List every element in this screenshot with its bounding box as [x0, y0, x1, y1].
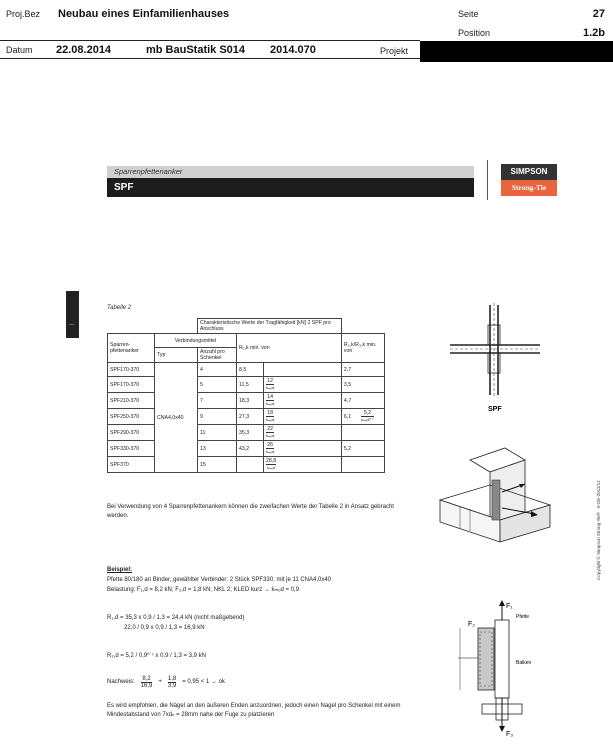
proof-d1: 16,9: [140, 682, 153, 689]
proof-label: Nachweis:: [107, 678, 135, 685]
cell-r1-b: [264, 457, 342, 473]
cell-anzahl: 11: [198, 425, 237, 441]
cell-anzahl: 13: [198, 441, 237, 457]
cell-r23: [341, 377, 384, 393]
banner-separator: [487, 160, 488, 200]
cell-r23-num: 5,2: [361, 410, 374, 417]
example-line-3a: R₁,d = 35,3 x 0,9 / 1,3 = 24,4 kN (nicht maßgebend): [107, 615, 245, 621]
datum-label: Datum: [6, 45, 33, 55]
cell-r1-a: 11,5: [237, 377, 264, 393]
cell-r1-a: [237, 457, 264, 473]
table-corner: [108, 319, 198, 334]
cell-r23: [341, 457, 384, 473]
cell-r1-b: [264, 441, 342, 457]
table-row: [108, 377, 385, 393]
cell-r1-frac: [266, 378, 274, 391]
banner-subtitle: Sparrenpfettenanker: [114, 167, 183, 176]
cell-r1-num: 14: [267, 394, 273, 400]
cell-name: SPF210-370: [108, 393, 155, 409]
spf-label: SPF: [488, 406, 502, 413]
table-row: [108, 409, 385, 425]
cell-name: SPF170-370: [108, 377, 155, 393]
side-tab-mark: —: [69, 322, 74, 328]
cell-r23: [341, 409, 384, 425]
cell-name: SPF170-370: [108, 363, 155, 377]
cell-r1-a: 18,3: [237, 393, 264, 409]
cell-r23-value: 6,1: [343, 413, 352, 420]
spf-cross-figure: [440, 295, 550, 415]
header-divider: [0, 40, 420, 41]
proof-frac-1: [141, 676, 153, 689]
cell-r23: [341, 393, 384, 409]
cell-r23-value: 5,2: [343, 445, 352, 452]
cell-r23-frac: [361, 410, 374, 423]
cell-r1-den: kₘₒd: [266, 401, 275, 406]
cell-r1-den: kₘₒd: [266, 449, 275, 454]
cell-r1-a: 35,3: [237, 425, 264, 441]
software-version: 2014.070: [270, 44, 316, 56]
f1-label: F₁: [506, 603, 513, 610]
cell-anzahl: 4: [198, 363, 237, 377]
banner-title-bar: [107, 178, 474, 197]
example-title: Beispiel:: [107, 567, 133, 573]
seite-value: 27: [592, 8, 605, 20]
head-r23: R₂,k/R₃,k min. von: [341, 334, 384, 363]
page-header: [0, 0, 613, 59]
cell-r23-value: 2,7: [343, 366, 352, 373]
f3-label: F₃: [506, 731, 514, 738]
cell-r1-a: 8,5: [237, 363, 264, 377]
cell-r1-frac: [266, 458, 276, 471]
iso-connection-figure: [430, 440, 560, 550]
table-row: [108, 363, 385, 377]
cell-r1-den: kₘₒd: [266, 417, 275, 422]
cell-anzahl: 15: [198, 457, 237, 473]
cell-typ: CNA4,0x40: [155, 363, 198, 473]
cell-r23: [341, 425, 384, 441]
cell-r1-b: [264, 425, 342, 441]
head-char: Charakteristische Werte der Tragfähigkeit [kN] 2 SPF pro Anschluss: [198, 319, 342, 334]
cell-r1-frac: [266, 394, 274, 407]
table-caption: Tabelle 2: [107, 305, 132, 311]
cell-name: SPF250-370: [108, 409, 155, 425]
force-detail-figure: [440, 598, 550, 738]
position-value: 1.2b: [582, 27, 605, 39]
cell-r1-num: 28,8: [266, 458, 277, 464]
cell-r1-b: [264, 363, 342, 377]
cell-r23-value: 4,7: [343, 397, 352, 404]
cell-r1-num: 22: [267, 426, 273, 432]
side-tab: [66, 291, 79, 338]
cell-r1-num: 18: [267, 410, 273, 416]
f2-label: F₂: [468, 621, 475, 628]
projekt-label: Projekt: [380, 46, 409, 56]
table-row: [108, 425, 385, 441]
proof-result: = 0,95 < 1 → ok: [182, 678, 225, 685]
cell-r1-den: kₘₒd: [266, 465, 276, 470]
cell-r23: [341, 363, 384, 377]
cell-r1-b: [264, 409, 342, 425]
proj-value: Neubau eines Einfamilienhauses: [58, 8, 230, 20]
cell-r1-a: 43,2: [237, 441, 264, 457]
cell-anzahl: 5: [198, 377, 237, 393]
example-line-1: Pfette 80/180 an Binder, gewählter Verbinder: 2 Stück SPF330; mit je 11 CNA4,0x40: [107, 577, 332, 583]
datum-value: 22.08.2014: [56, 44, 112, 56]
capacity-table: [107, 318, 385, 473]
proof-frac-2: [168, 676, 176, 689]
software-name: mb BauStatik S014: [146, 44, 246, 56]
cell-r1-num: 12: [267, 378, 273, 384]
example-line-4: R₂,d = 5,2 / 0,9⁰˙⁷ x 0,9 / 1,3 = 3,9 kN: [107, 653, 206, 659]
brand-logo-bottom: Strong-Tie: [501, 180, 557, 196]
head-typ: Typ: [155, 348, 198, 363]
head-group: Verbindungsmittel: [155, 334, 237, 348]
cell-r1-den: kₘₒd: [266, 433, 275, 438]
cell-name: SPF370: [108, 457, 155, 473]
banner-title: SPF: [114, 182, 134, 193]
cell-r1-frac: [266, 442, 274, 455]
example-line-3b: 22,0 / 0,9 x 0,9 / 1,3 = 16,9 kN: [124, 625, 205, 631]
head-sparren: Sparren-pfettenanker: [108, 334, 155, 363]
proof-n1: 8,2: [142, 675, 151, 682]
example-proof: [107, 672, 225, 692]
proof-plus: +: [158, 678, 162, 685]
seite-label: Seite: [458, 9, 479, 19]
copyright-text: Copyright © Simpson Strong-Tie® - 0-DE-2011/12: [596, 480, 601, 580]
table-note: Bei Verwendung von 4 Sparrenpfettenankern können die zweifachen Werte der Tabelle 2 in Ansatz gebracht werden.: [107, 504, 394, 519]
banner-subtitle-bar: [107, 166, 474, 178]
cell-r1-a: 27,3: [237, 409, 264, 425]
proof-d2: 3,9: [167, 682, 177, 689]
table-row: [108, 457, 385, 473]
balken-label: Balken: [516, 660, 532, 666]
pfette-label: Pfette: [516, 614, 530, 620]
cell-name: SPF290-370: [108, 425, 155, 441]
head-r1: R₁,k min. von: [237, 334, 342, 363]
cell-anzahl: 7: [198, 393, 237, 409]
proof-n2: 1,8: [167, 675, 177, 682]
cell-r23-value: 3,5: [343, 381, 352, 388]
cell-anzahl: 9: [198, 409, 237, 425]
cell-r23: [341, 441, 384, 457]
cell-r1-den: kₘₒd: [266, 385, 275, 390]
example-recommendation: Es wird empfohlen, die Nägel an den äußeren Enden anzuordnen, jedoch einen Nagel pro Schenkel mit einem Mindestabstand von 7xdₙ = 28mm nahe der Fuge zu platzieren: [107, 703, 401, 718]
cell-r1-b: [264, 393, 342, 409]
proj-label: Proj.Bez: [6, 9, 41, 19]
example-line-2: Belastung: F₁,d = 8,2 kN; F₂,d = 1,8 kN; NKL 2; KLED kurz → kₘₒd = 0,9: [107, 587, 300, 593]
redacted-box: [420, 41, 613, 62]
cell-r1-num: 26: [267, 442, 273, 448]
position-label: Position: [458, 28, 491, 38]
cell-r1-frac: [266, 426, 274, 439]
table-row: [108, 393, 385, 409]
table-row: [108, 441, 385, 457]
cell-r23-den: kₘₒd⁰˙⁷: [361, 417, 374, 422]
brand-logo-top: SIMPSON: [501, 164, 557, 180]
cell-r1-frac: [266, 410, 274, 423]
cell-r1-b: [264, 377, 342, 393]
cell-name: SPF330-370: [108, 441, 155, 457]
head-anzahl: Anzahl pro Schenkel: [198, 348, 237, 363]
